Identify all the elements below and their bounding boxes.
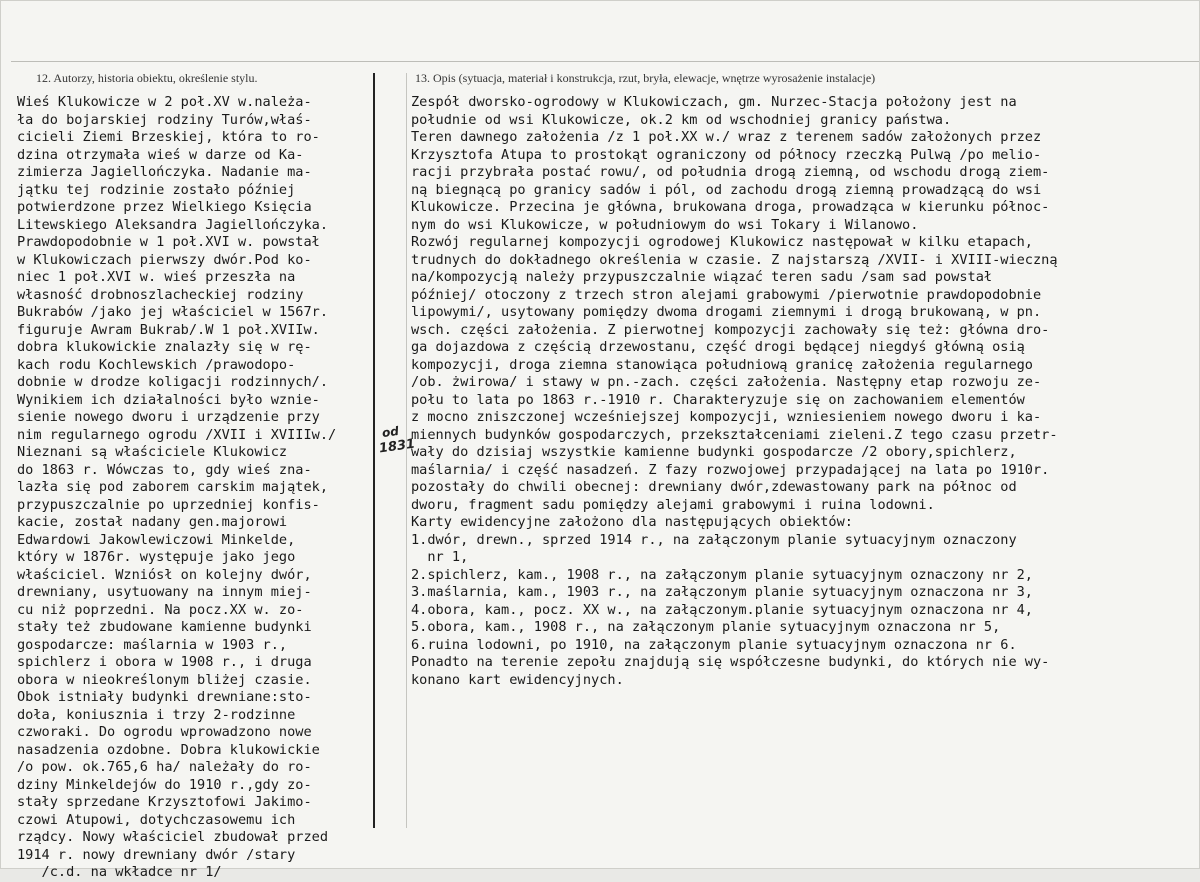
history-text-line: Bukrabów /jako jej właściciel w 1567r. (17, 304, 328, 320)
description-text-line: maślarnia/ i część nasadzeń. Z fazy rozwojowej przypadającej na lata po 1910r. (411, 461, 1050, 478)
history-text-line: obora w nieokreślonym bliżej czasie. (17, 671, 312, 688)
history-text-line: przypuszczalnie po uprzedniej konfis- (17, 496, 320, 513)
description-text-line: Karty ewidencyjne założono dla następujących obiektów: (411, 514, 853, 530)
history-text-line: gospodarcze: maślarnia w 1903 r., (17, 636, 288, 653)
history-text-line: właściciel. Wzniósł on kolejny dwór, (17, 566, 312, 583)
history-text-line: jątku tej rodzinie zostało później (17, 181, 296, 198)
history-text-line: czworaki. Do ogrodu wprowadzono nowe (17, 724, 312, 740)
history-text-line: doła, koniusznia i trzy 2-rodzinne (17, 706, 296, 723)
history-text-line: czowi Atupowi, dotychczasowemu ich (17, 811, 296, 828)
history-text-line: zimierza Jagiellończyka. Nadanie ma- (17, 164, 312, 180)
description-text-column (411, 94, 1196, 689)
history-text-line: Prawdopodobnie w 1 poł.XVI w. powstał (17, 234, 320, 250)
history-text-line: rządcy. Nowy właściciel zbudował przed (17, 829, 328, 845)
description-text-line: ną biegnącą po granicy sadów i pól, od zachodu drogą ziemną prowadzącą do wsi (411, 181, 1042, 198)
history-text-line: Nieznani są właściciele Klukowicz (17, 444, 288, 460)
description-text-line: połu to lata po 1863 r.-1910 r. Charakteryzuje się on zachowaniem elementów (411, 391, 1025, 408)
history-text-line: Edwardowi Jakowlewiczowi Minkelde, (17, 531, 296, 548)
description-text-line: Teren dawnego założenia /z 1 poł.XX w./ wraz z terenem sadów założonych przez (411, 129, 1042, 145)
description-text-line: nym do wsi Klukowicze, w południowym do wsi Tokary i Wilanowo. (411, 216, 919, 233)
description-text-line: wsch. części założenia. Z pierwotnej kompozycji zachowały się też: główna dro- (411, 321, 1050, 338)
description-text-line: lipowymi/, usytowany pomiędzy dwoma drogami ziemnymi i drogą brukowaną, w pn. (411, 304, 1042, 320)
top-rule (11, 61, 1199, 62)
description-text-line: 3.maślarnia, kam., 1903 r., na załączonym planie sytuacyjnym oznaczona nr 3, (411, 584, 1033, 600)
history-text-line: /c.d. na wkładce nr 1/ (17, 864, 222, 880)
history-text-line: który w 1876r. występuje jako jego (17, 549, 296, 565)
description-text-line: 2.spichlerz, kam., 1908 r., na załączonym planie sytuacyjnym oznaczony nr 2, (411, 566, 1033, 583)
history-text-line: w Klukowiczach pierwszy dwór.Pod ko- (17, 251, 312, 268)
description-text-line: Klukowicze. Przecina je główna, brukowana droga, prowadząca w kierunku północ- (411, 199, 1050, 215)
handwritten-note-year: 1831 (378, 436, 417, 457)
description-text-line: nr 1, (411, 549, 469, 565)
description-text-line: południe od wsi Klukowicze, ok.2 km od wschodniej granicy państwa. (411, 111, 952, 128)
history-text-line: dzina otrzymała wieś w darze od Ka- (17, 146, 304, 163)
handwritten-note-od: od (381, 423, 400, 441)
history-text-line: dobnie w drodze koligacji rodzinnych/. (17, 374, 328, 390)
description-text-line: wały do dzisiaj wszystkie kamienne budynki gospodarcze /2 obory,spichlerz, (411, 444, 1017, 460)
description-text-line: 5.obora, kam., 1908 r., na załączonym planie sytuacyjnym oznaczona nr 5, (411, 619, 1001, 635)
description-text-line: dworu, fragment sadu pomiędzy alejami grabowymi i ruina lodowni. (411, 496, 935, 513)
history-text-line: potwierdzone przez Wielkiego Księcia (17, 199, 312, 215)
section-13-heading: 13. Opis (sytuacja, materiał i konstrukcja, rzut, bryła, elewacje, wnętrze wyrosażenie instalacje) (415, 71, 876, 85)
description-text-line: 4.obora, kam., pocz. XX w., na załączonym.planie sytuacyjnym oznaczona nr 4, (411, 601, 1033, 618)
history-text-line: lazła się pod zaborem carskim majątek, (17, 479, 328, 495)
history-text-line: figuruje Awram Bukrab/.W 1 poł.XVIIw. (17, 321, 320, 338)
history-text-line: własność drobnoszlacheckiej rodziny (17, 286, 304, 303)
description-text-line: miennych budynków gospodarczych, przekształceniami zieleni.Z tego czasu przetr- (411, 426, 1058, 443)
description-text-line: pozostały do chwili obecnej: drewniany dwór,zdewastowany park na północ od (411, 479, 1017, 495)
description-text-line: Zespół dworsko-ogrodowy w Klukowiczach, gm. Nurzec-Stacja położony jest na (411, 94, 1017, 110)
description-text-line: 6.ruina lodowni, po 1910, na załączonym planie sytuacyjnym oznaczona nr 6. (411, 636, 1017, 653)
history-text-line: dobra klukowickie znalazły się w rę- (17, 339, 312, 355)
history-text-line: stały sprzedane Krzysztofowi Jakimo- (17, 794, 312, 810)
history-text-line: Litewskiego Aleksandra Jagiellończyka. (17, 216, 328, 233)
description-text-line: z mocno zniszczonej wcześniejszej kompozycji, wzniesieniem nowego dworu i ka- (411, 409, 1042, 425)
description-text-line: ga dojazdowa z częścią drzewostanu, część drogi będącej niegdyś główną osią (411, 339, 1025, 355)
history-text-line: /o pow. ok.765,6 ha/ należały do ro- (17, 759, 312, 775)
history-text-line: sienie nowego dworu i urządzenie przy (17, 409, 320, 425)
history-text-line: 1914 r. nowy drewniany dwór /stary (17, 846, 296, 863)
history-text-line: kacie, został nadany gen.majorowi (17, 514, 288, 530)
history-text-line: do 1863 r. Wówczas to, gdy wieś zna- (17, 461, 312, 478)
history-text-line: Obok istniały budynki drewniane:sto- (17, 689, 312, 705)
description-text-line: kompozycji, droga ziemna stanowiąca południową granicę założenia regularnego (411, 356, 1033, 373)
description-text-line: racji przybrała postać rowu/, od południa drogą ziemną, od wschodu drogą ziem- (411, 164, 1050, 180)
history-text-line: Wynikiem ich działalności było wznie- (17, 391, 320, 408)
history-text-line: drewniany, usytuowany na innym miej- (17, 584, 312, 600)
description-text-line: Krzysztofa Atupa to prostokąt ograniczony od północy rzeczką Pulwą /po melio- (411, 146, 1042, 163)
description-text-line: Ponadto na terenie zepołu znajdują się współczesne budynki, do których nie wy- (411, 654, 1050, 670)
description-text-line: 1.dwór, drewn., sprzed 1914 r., na załączonym planie sytuacyjnym oznaczony (411, 531, 1017, 548)
history-text-line: cu niż poprzedni. Na pocz.XX w. zo- (17, 601, 304, 618)
history-text-line: cicieli Ziemi Brzeskiej, która to ro- (17, 129, 320, 145)
description-text-line: /ob. żwirowa/ i stawy w pn.-zach. części założenia. Następny etap rozwoju ze- (411, 374, 1042, 390)
history-text-line: niec 1 poł.XVI w. wieś przeszła na (17, 269, 296, 285)
description-text-line: na/kompozycją należy przypuszczalnie wiązać teren sadu /sam sad powstał (411, 269, 993, 285)
history-text-line: spichlerz i obora w 1908 r., i druga (17, 654, 312, 670)
history-text-line: stały też zbudowane kamienne budynki (17, 619, 312, 635)
history-text-column (17, 94, 407, 882)
description-text-line: później/ otoczony z trzech stron alejami grabowymi /pierwotnie prawdopodobnie (411, 286, 1042, 303)
section-12-heading: 12. Autorzy, historia obiektu, określenie stylu. (36, 71, 258, 85)
history-text-line: Wieś Klukowicze w 2 poł.XV w.należa- (17, 94, 312, 110)
history-text-line: kach rodu Kochlewskich /prawodopo- (17, 356, 296, 373)
description-text-line: trudnych do dokładnego określenia w czasie. Z najstarszą /XVII- i XVIII-wieczną (411, 251, 1058, 268)
description-text-line: Rozwój regularnej kompozycji ogrodowej Klukowicz następował w kilku etapach, (411, 234, 1033, 250)
description-text-line: konano kart ewidencyjnych. (411, 671, 624, 688)
history-text-line: dziny Minkeldejów do 1910 r.,gdy zo- (17, 776, 312, 793)
history-text-line: nasadzenia ozdobne. Dobra klukowickie (17, 741, 320, 758)
history-text-line: nim regularnego ogrodu /XVII i XVIIIw./ (17, 426, 337, 443)
history-text-line: ła do bojarskiej rodziny Turów,właś- (17, 111, 312, 128)
